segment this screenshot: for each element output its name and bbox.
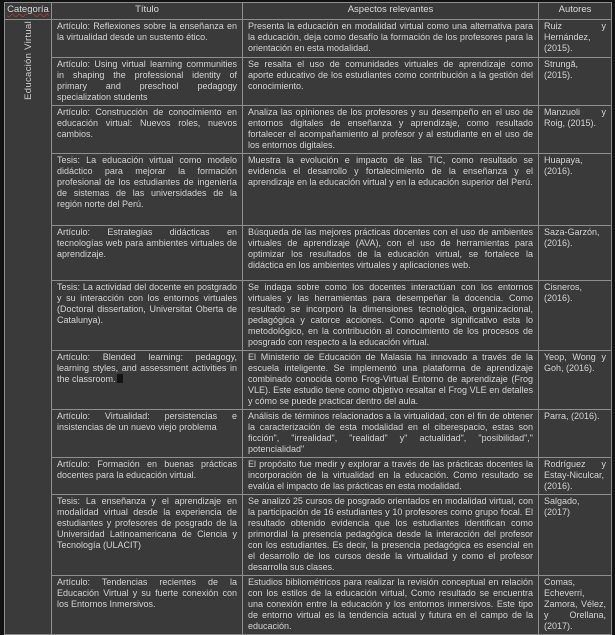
table-row — [5, 458, 612, 495]
autores-cell: Parra, (2016). — [539, 410, 612, 458]
text-cursor — [117, 374, 123, 383]
autores-cell: Cisneros, (2016). — [539, 281, 612, 351]
table-row — [5, 281, 612, 351]
aspectos-cell: Búsqueda de las mejores prácticas docentes con el uso de ambientes virtuales de aprendizaje (AVA), con el uso de herramientas para optimizar los resultados de la educación virtual, se fortalece la didáctica en los ambientes virtuales y aplicaciones web. — [243, 226, 539, 281]
titulo-cell: Artículo: Reflexiones sobre la enseñanza en la virtualidad desde un sustento ético. — [52, 20, 243, 58]
aspectos-cell: Se indaga sobre como los docentes interactúan con los entornos virtuales y las herramientas para desempeñar la docencia. Como resultado se incorporó la dimensiones tecnológica, organizacional, pedagógica y catorce acciones. Como aporte significativo esta lo metodológico, en la contribución al conocimiento de los procesos de posgrado con respecto a la educación virtual. — [243, 281, 539, 351]
autores-cell: Salgado, (2017) — [539, 495, 612, 576]
header-row — [5, 3, 612, 20]
autores-cell: Huapaya, (2016). — [539, 154, 612, 226]
aspectos-cell: Se resalta el uso de comunidades virtuales de aprendizaje como aporte educativo de los estudiantes como contribución a la gestión del conocimiento. — [243, 58, 539, 106]
titulo-cell: Artículo: Estrategias didácticas en tecnologías web para ambientes virtuales de aprendizaje. — [52, 226, 243, 281]
table-row — [5, 58, 612, 106]
table-body — [5, 20, 612, 635]
table-row — [5, 106, 612, 154]
titulo-cell: Artículo: Virtualidad: persistencias e insistencias de un nuevo viejo problema — [52, 410, 243, 458]
titulo-cell: Tesis: La actividad del docente en postgrado y su interacción con los entornos virtuales (Doctoral dissertation, Universitat Oberta de Catalunya). — [52, 281, 243, 351]
table-row — [5, 20, 612, 58]
header-aspectos: Aspectos relevantes — [243, 3, 539, 20]
aspectos-cell: El propósito fue medir y explorar a través de las prácticas docentes la incorporación de la virtualidad en la educación. Como resultado se evalúa el impacto de las prácticas en esta modalidad. — [243, 458, 539, 495]
titulo-cell: Tesis: La enseñanza y el aprendizaje en modalidad virtual desde la experiencia de estudiantes y profesores de posgrado de la Universidad Latinoamericana de Ciencia y Tecnología (ULACIT) — [52, 495, 243, 576]
autores-cell: Yeop, Wong y Goh, (2016). — [539, 351, 612, 410]
category-vertical-label: Educación Virtual — [22, 21, 34, 100]
table-row — [5, 351, 612, 410]
table-row — [5, 495, 612, 576]
categoria-header-label: Categoría — [7, 4, 49, 15]
table-row — [5, 226, 612, 281]
autores-cell: Comas, Echeverri, Zamora, Vélez, y Orellana, (2017). — [539, 576, 612, 635]
table-row — [5, 576, 612, 635]
autores-cell: Rodríguez y Estay-Niculcar, (2016). — [539, 458, 612, 495]
autores-cell: Ruiz y Hernández, (2015). — [539, 20, 612, 58]
aspectos-cell: Estudios bibliométricos para realizar la revisión conceptual en relación con los estilos de la educación virtual, Como resultado se encuentra una conexión entre la educación y los entornos inmersivos. Este tipo de entorno virtual es la tendencia actual y futura en el campo de la educación. — [243, 576, 539, 635]
table-header — [5, 3, 612, 20]
category-cell — [5, 20, 52, 635]
titulo-cell: Artículo: Tendencias recientes de la Educación Virtual y su fuerte conexión con los Entornos Inmersivos. — [52, 576, 243, 635]
titulo-cell: Artículo: Formación en buenas prácticas docentes para la educación virtual. — [52, 458, 243, 495]
header-titulo: Título — [52, 3, 243, 20]
aspectos-cell: Presenta la educación en modalidad virtual como una alternativa para la educación, deja como desafío la formación de los profesores para la orientación en esta modalidad. — [243, 20, 539, 58]
header-categoria — [5, 3, 52, 20]
titulo-cell: Tesis: La educación virtual como modelo didáctico para mejorar la formación profesional de los estudiantes de ingeniería de sistemas de las universidades de la región norte del Perú. — [52, 154, 243, 226]
header-autores: Autores — [539, 3, 612, 20]
titulo-cell: Artículo: Construcción de conocimiento en educación virtual: Nuevos roles, nuevos cambios. — [52, 106, 243, 154]
autores-cell: Strungă, (2015). — [539, 58, 612, 106]
titulo-cell: Artículo: Using virtual learning communities in shaping the professional identity of primary and preschool pedagogy specialization students — [52, 58, 243, 106]
aspectos-cell: El Ministerio de Educación de Malasia ha innovado a través de la escuela inteligente. Se implementó una plataforma de aprendizaje combinado conocida como Frog-Virtual Entorno de aprendizaje (Frog VLE). Este estudio tiene como objetivo resaltar el Frog VLE en detalles y cómo se puede practicar dentro del aula. — [243, 351, 539, 410]
literature-review-table — [4, 2, 612, 635]
aspectos-cell: Análisis de términos relacionados a la virtualidad, con el fin de obtener la caracterización de esta modalidad en el ciberespacio, estas son ficción", "irrealidad", "realidad" y" actualidad", "posibilidad"," potencialidad" — [243, 410, 539, 458]
autores-cell: Manzuoli y Roig, (2015). — [539, 106, 612, 154]
aspectos-cell: Muestra la evolución e impacto de las TIC, como resultado se evidencia el desarrollo y fortalecimiento de la enseñanza y el aprendizaje en la educación virtual y en la educación superior del Perú. — [243, 154, 539, 226]
aspectos-cell: Se analizó 25 cursos de posgrado orientados en modalidad virtual, con la participación de 16 estudiantes y 10 profesores como grupo focal. El resultado obtenido evidencia que los estudiantes identifican como primordial la presencia pedagógica desde la interacción del profesor con los estudiantes. Es decir, la presencia pedagógica es esencial en el desarrollo de los cursos desde la virtualidad y como el profesor desarrolla sus clases. — [243, 495, 539, 576]
table-row — [5, 154, 612, 226]
autores-cell: Saza-Garzón, (2016). — [539, 226, 612, 281]
titulo-cell: Artículo: Blended learning: pedagogy, learning styles, and assessment activities in the classroom. — [52, 351, 243, 410]
aspectos-cell: Analiza las opiniones de los profesores y su desempeño en el uso de entornos digitales de enseñanza y aprendizaje, como resultado fortalecer el acompañamiento al profesor y al estudiante en el uso de los entornos digitales. — [243, 106, 539, 154]
table-row — [5, 410, 612, 458]
